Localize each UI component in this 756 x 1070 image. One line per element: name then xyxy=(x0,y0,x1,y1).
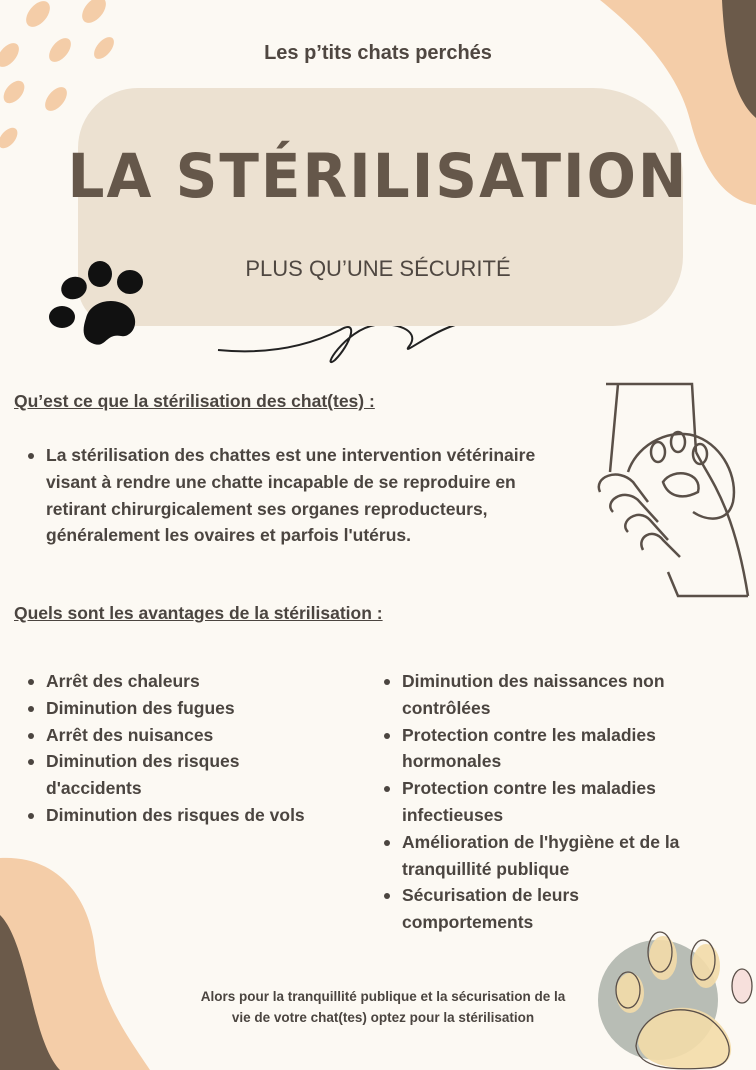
page-subtitle: PLUS QU’UNE SÉCURITÉ xyxy=(245,256,511,281)
list-item: Diminution des risques d'accidents xyxy=(26,748,286,802)
footer-call-to-action: Alors pour la tranquillité publique et la sécurisation de la vie de votre chat(tes) optez pour la stérilisation xyxy=(200,989,566,1025)
pastel-paw-icon xyxy=(588,928,756,1070)
definition-list xyxy=(26,442,571,549)
paw-print-icon xyxy=(46,258,146,348)
list-item: Diminution des fugues xyxy=(26,695,356,722)
list-item: Protection contre les maladies infectieuses xyxy=(382,775,702,829)
section-heading-definition: Qu’est ce que la stérilisation des chat(tes) : xyxy=(14,391,375,411)
benefits-list-right xyxy=(382,668,727,936)
list-item: Sécurisation de leurs comportements xyxy=(382,882,612,936)
list-item: Arrêt des nuisances xyxy=(26,722,356,749)
list-item: Arrêt des chaleurs xyxy=(26,668,356,695)
page-title: LA STÉRILISATION xyxy=(67,140,689,212)
list-item: Protection contre les maladies hormonales xyxy=(382,722,702,776)
section-heading-benefits: Quels sont les avantages de la stérilisation : xyxy=(14,603,383,623)
list-item: La stérilisation des chattes est une intervention vétérinaire visant à rendre une chatte incapable de se reproduire en retirant chirurgicalement ses organes reproducteurs, généralement les ovaires et parfois l'utérus. xyxy=(26,442,571,549)
list-item: Diminution des naissances non contrôlées xyxy=(382,668,702,722)
brand-name: Les p’tits chats perchés xyxy=(264,42,492,64)
list-item: Diminution des risques de vols xyxy=(26,802,356,829)
benefits-list-left xyxy=(26,668,356,829)
cat-paw-in-hand-icon xyxy=(588,382,756,600)
list-item: Amélioration de l'hygiène et de la tranquillité publique xyxy=(382,829,727,883)
